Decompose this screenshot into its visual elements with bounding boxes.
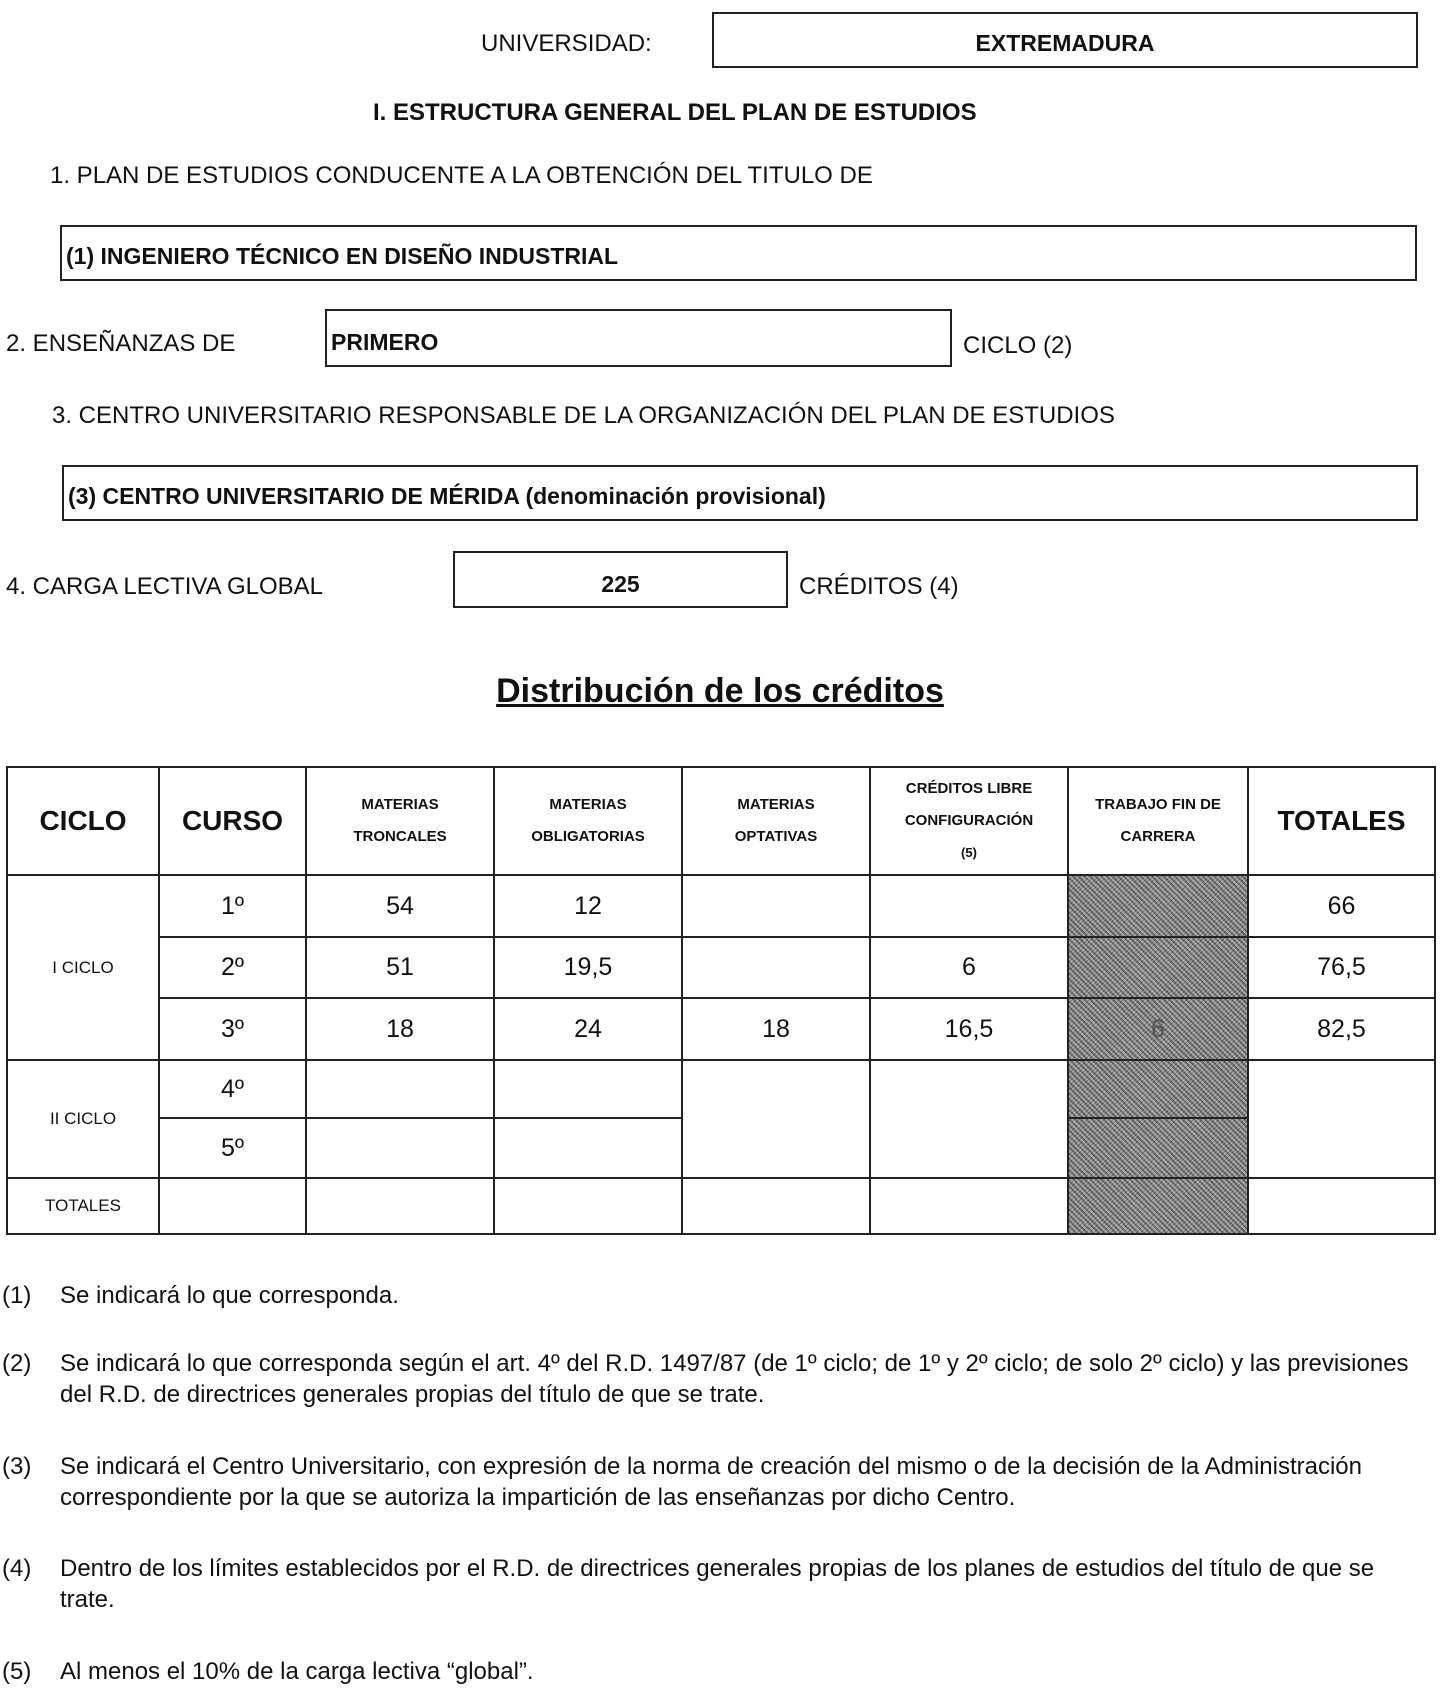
totales-cell: 66 [1248, 875, 1435, 937]
header-libre-line2: CONFIGURACIÓN [904, 812, 1034, 829]
section2-suffix: CICLO (2) [963, 332, 1073, 359]
table-row [7, 1060, 1435, 1118]
titulo-box [60, 225, 1417, 281]
curso-cell: 1º [159, 875, 306, 937]
header-trabajo-line1: TRABAJO FIN DE [1095, 796, 1221, 813]
section1-label: 1. PLAN DE ESTUDIOS CONDUCENTE A LA OBTENCIÓN DEL TITULO DE [50, 162, 873, 189]
header-trabajo [1068, 767, 1248, 875]
header-obligatorias-line1: MATERIAS [549, 796, 627, 813]
header-curso: CURSO [159, 767, 306, 875]
footnote-number: (3) [2, 1453, 32, 1480]
totales-curso-cell [159, 1178, 306, 1234]
curso-cell: 5º [159, 1118, 306, 1178]
header-obligatorias [494, 767, 682, 875]
totales-cell [1248, 1060, 1435, 1178]
carga-box [453, 551, 788, 608]
centro-value: (3) CENTRO UNIVERSITARIO DE MÉRIDA (denominación provisional) [68, 483, 826, 509]
header-totales: TOTALES [1248, 767, 1435, 875]
footnote-number: (1) [2, 1282, 32, 1309]
header-optativas [682, 767, 870, 875]
ciclo-1-cell: I CICLO [7, 875, 159, 1060]
totales-cell: 76,5 [1248, 937, 1435, 998]
credits-table [6, 766, 1436, 1235]
universidad-value: EXTREMADURA [975, 30, 1155, 56]
curso-cell: 4º [159, 1060, 306, 1118]
footnote-number: (2) [2, 1350, 32, 1377]
ciclo-2-cell: II CICLO [7, 1060, 159, 1178]
section2-label: 2. ENSEÑANZAS DE [6, 330, 236, 357]
optativas-cell [682, 937, 870, 998]
totales-cell: 82,5 [1248, 998, 1435, 1060]
header-optativas-line1: MATERIAS [737, 796, 815, 813]
totales-obligatorias-cell [494, 1178, 682, 1234]
troncales-cell: 18 [306, 998, 494, 1060]
distribution-title: Distribución de los créditos [496, 672, 944, 710]
totales-libre-cell [870, 1178, 1068, 1234]
obligatorias-cell: 19,5 [494, 937, 682, 998]
footnote-text: Se indicará lo que corresponda según el art. 4º del R.D. 1497/87 (de 1º ciclo; de 1º y 2º ciclo; de solo 2º ciclo) y las previsiones del R.D. de directrices generales propias del título de que se trate. [60, 1350, 1409, 1408]
footnote-number: (4) [2, 1555, 32, 1582]
footnote-text: Al menos el 10% de la carga lectiva “global”. [60, 1658, 534, 1685]
obligatorias-cell [494, 1060, 682, 1118]
troncales-cell: 54 [306, 875, 494, 937]
troncales-cell [306, 1060, 494, 1118]
trabajo-cell-shaded: 6 [1068, 998, 1248, 1060]
header-optativas-line2: OPTATIVAS [734, 828, 818, 845]
header-obligatorias-line2: OBLIGATORIAS [531, 828, 645, 845]
header-row [7, 767, 1435, 875]
section4-suffix: CRÉDITOS (4) [799, 573, 959, 600]
ciclo-box [325, 309, 952, 367]
carga-value: 225 [601, 571, 640, 597]
header-libre [870, 767, 1068, 875]
totales-row-label: TOTALES [7, 1178, 159, 1234]
libre-cell: 6 [870, 937, 1068, 998]
table-row [7, 937, 1435, 998]
footnote-text: Se indicará el Centro Universitario, con expresión de la norma de creación del mismo o de la decisión de la Administración correspondiente por la que se autoriza la impartición de las enseñanzas por dicho Centro. [60, 1453, 1362, 1511]
centro-box [62, 465, 1418, 521]
troncales-cell [306, 1118, 494, 1178]
obligatorias-cell: 12 [494, 875, 682, 937]
trabajo-cell-shaded [1068, 1118, 1248, 1178]
universidad-label: UNIVERSIDAD: [481, 30, 652, 57]
curso-cell: 2º [159, 937, 306, 998]
header-troncales-line2: TRONCALES [353, 828, 447, 845]
header-trabajo-line2: CARRERA [1120, 828, 1196, 845]
trabajo-cell-shaded [1068, 1060, 1248, 1118]
footnote-text: Se indicará lo que corresponda. [60, 1282, 399, 1309]
libre-cell [870, 875, 1068, 937]
optativas-cell [682, 1060, 870, 1178]
page-title: I. ESTRUCTURA GENERAL DEL PLAN DE ESTUDIOS [373, 99, 977, 126]
obligatorias-cell: 24 [494, 998, 682, 1060]
libre-cell: 16,5 [870, 998, 1068, 1060]
header-libre-line3: (5) [961, 845, 977, 860]
libre-cell [870, 1060, 1068, 1178]
trabajo-cell-shaded [1068, 937, 1248, 998]
header-libre-line1: CRÉDITOS LIBRE [905, 780, 1033, 797]
footnote-number: (5) [2, 1658, 32, 1685]
footnote-text: Dentro de los límites establecidos por el R.D. de directrices generales propias de los planes de estudios del título de que se trate. [60, 1555, 1375, 1613]
optativas-cell: 18 [682, 998, 870, 1060]
totales-optativas-cell [682, 1178, 870, 1234]
section4-label: 4. CARGA LECTIVA GLOBAL [6, 573, 324, 600]
table-row [7, 875, 1435, 937]
universidad-box [712, 12, 1418, 68]
totales-trabajo-cell-shaded [1068, 1178, 1248, 1234]
header-ciclo: CICLO [7, 767, 159, 875]
trabajo-cell-shaded [1068, 875, 1248, 937]
table-row [7, 998, 1435, 1060]
totales-row [7, 1178, 1435, 1234]
ciclo-value: PRIMERO [331, 329, 439, 355]
section3-label: 3. CENTRO UNIVERSITARIO RESPONSABLE DE LA ORGANIZACIÓN DEL PLAN DE ESTUDIOS [52, 402, 1115, 429]
titulo-value: (1) INGENIERO TÉCNICO EN DISEÑO INDUSTRIAL [66, 243, 619, 269]
totales-totales-cell [1248, 1178, 1435, 1234]
curso-cell: 3º [159, 998, 306, 1060]
optativas-cell [682, 875, 870, 937]
troncales-cell: 51 [306, 937, 494, 998]
header-troncales-line1: MATERIAS [361, 796, 439, 813]
totales-troncales-cell [306, 1178, 494, 1234]
obligatorias-cell [494, 1118, 682, 1178]
header-troncales [306, 767, 494, 875]
